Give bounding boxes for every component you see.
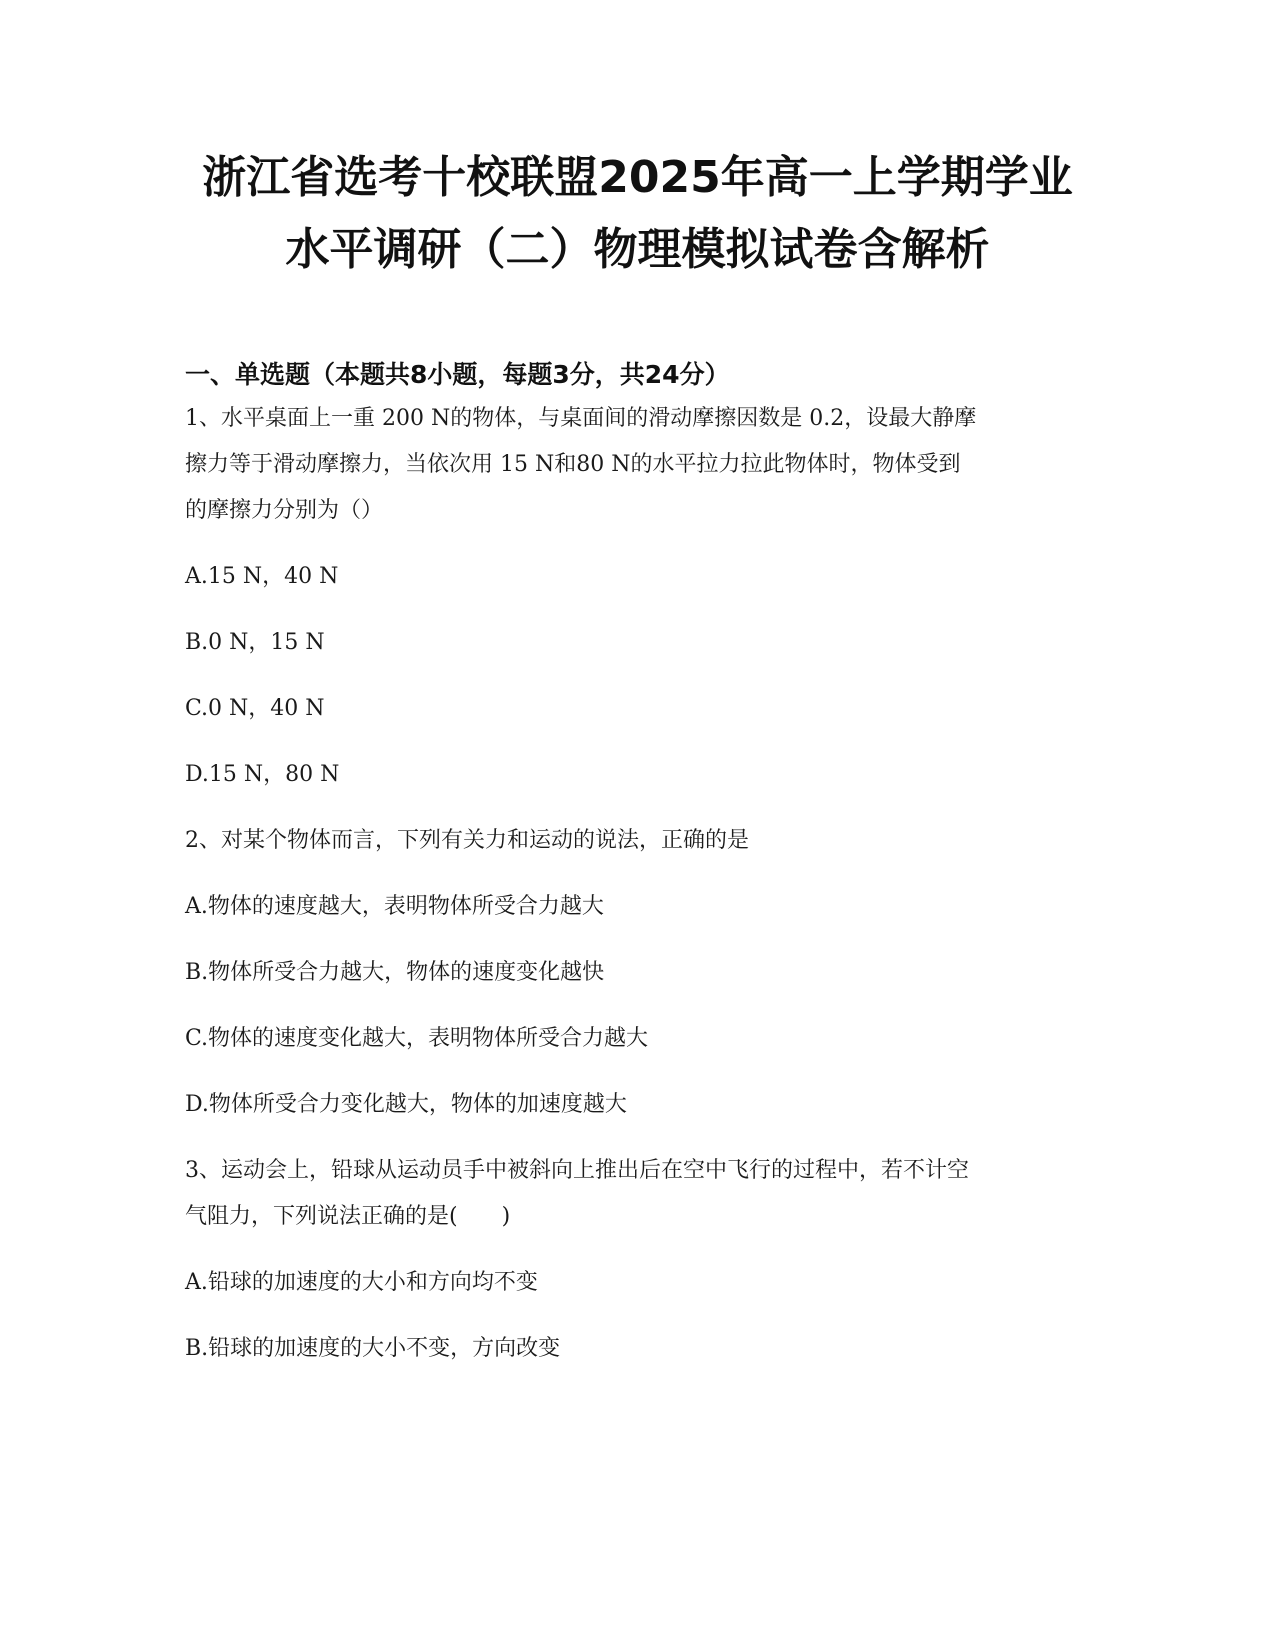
question-2-option-c: C.物体的速度变化越大，表明物体所受合力越大 <box>185 1026 649 1051</box>
question-3-option-b: B.铅球的加速度的大小不变，方向改变 <box>185 1336 561 1361</box>
question-1-option-a: A.15 N，40 N <box>185 564 339 589</box>
section-heading: 一、单选题（本题共8小题，每题3分，共24分） <box>185 360 730 389</box>
question-2-option-d: D.物体所受合力变化越大，物体的加速度越大 <box>185 1092 627 1117</box>
question-1-option-b: B.0 N，15 N <box>185 630 325 655</box>
question-2-option-a: A.物体的速度越大，表明物体所受合力越大 <box>185 894 604 919</box>
document-title-line-1: 浙江省选考十校联盟2025年高一上学期学业 <box>202 152 1073 203</box>
question-1-stem-line-1: 1、水平桌面上一重 200 N的物体，与桌面间的滑动摩擦因数是 0.2，设最大静摩 <box>185 406 977 431</box>
question-3-stem-line-2: 气阻力，下列说法正确的是( ) <box>185 1204 511 1229</box>
question-2-stem-line-1: 2、对某个物体而言，下列有关力和运动的说法，正确的是 <box>185 828 749 853</box>
question-3-option-a: A.铅球的加速度的大小和方向均不变 <box>185 1270 538 1295</box>
question-1-option-d: D.15 N，80 N <box>185 762 340 787</box>
question-1-stem-line-2: 擦力等于滑动摩擦力，当依次用 15 N和80 N的水平拉力拉此物体时，物体受到 <box>185 452 961 477</box>
question-1-option-c: C.0 N，40 N <box>185 696 325 721</box>
question-3-stem-line-1: 3、运动会上，铅球从运动员手中被斜向上推出后在空中飞行的过程中，若不计空 <box>185 1158 969 1183</box>
question-1-stem-line-3: 的摩擦力分别为（） <box>185 498 384 523</box>
document-title-line-2: 水平调研（二）物理模拟试卷含解析 <box>285 224 990 275</box>
question-2-option-b: B.物体所受合力越大，物体的速度变化越快 <box>185 960 605 985</box>
